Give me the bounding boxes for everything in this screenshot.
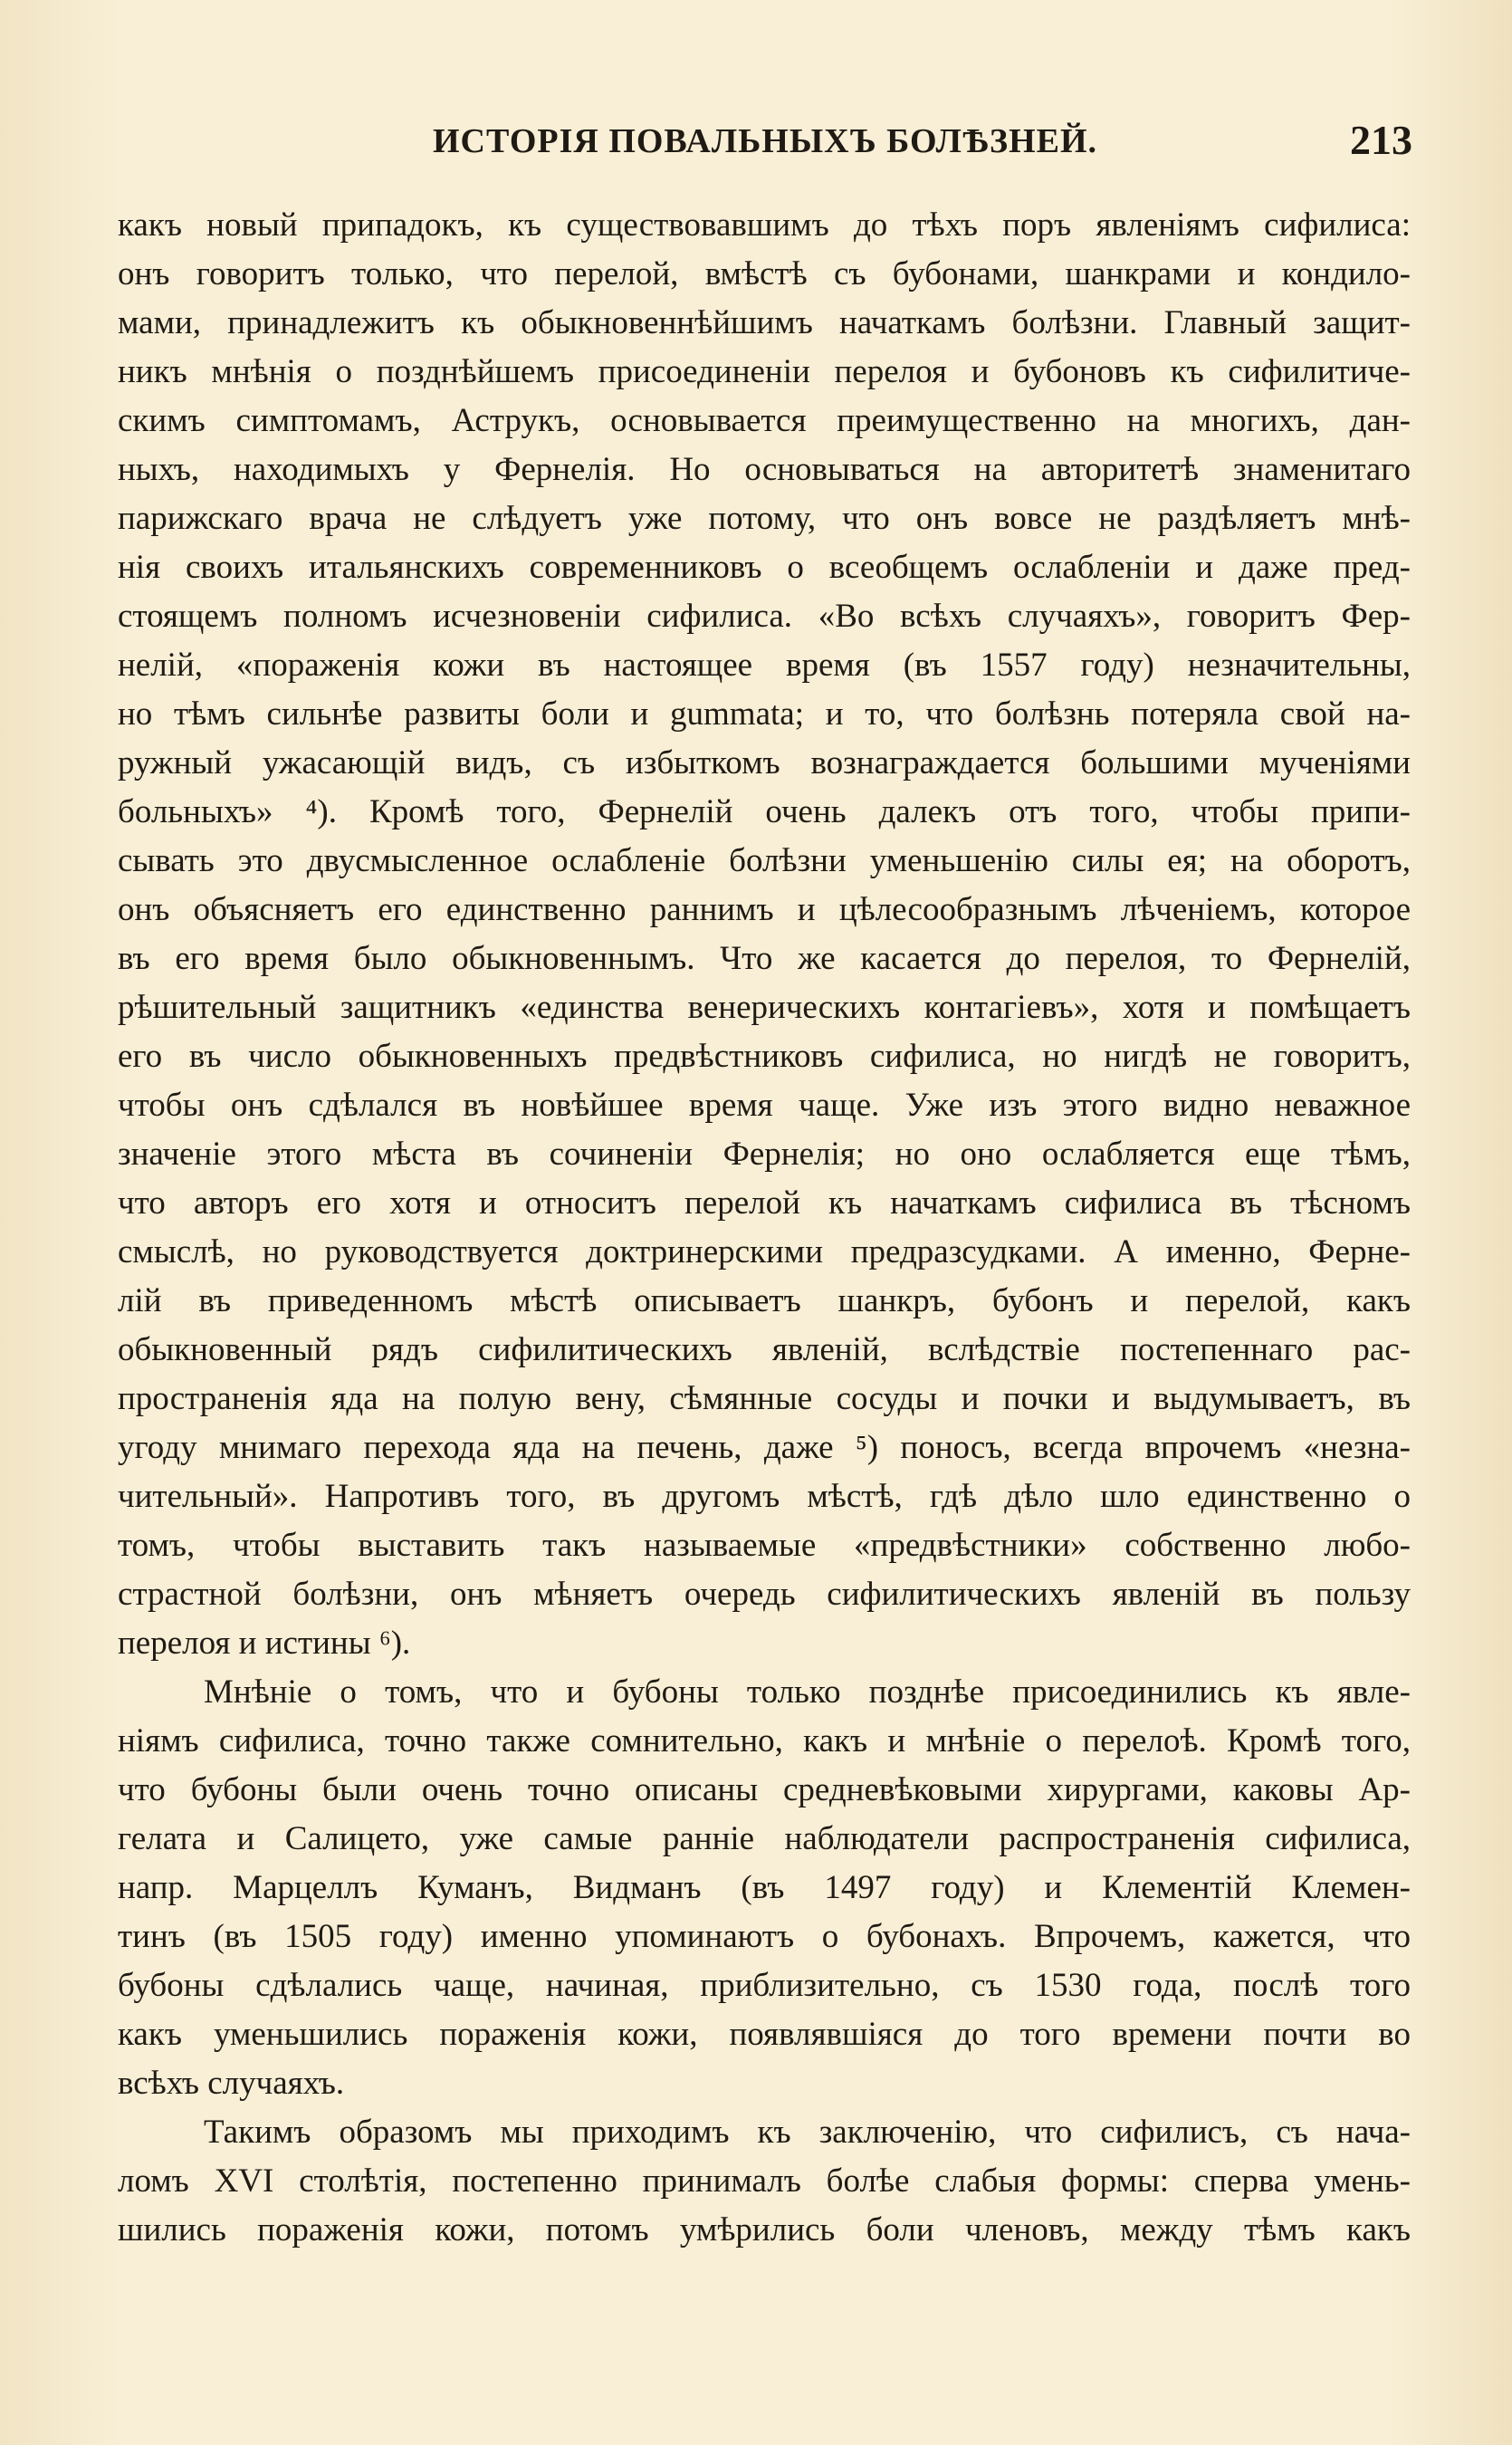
text-line: ружный ужасающій видъ, съ избыткомъ вознаграждается большими мученіями	[118, 744, 1411, 781]
text-line: томъ, чтобы выставить такъ называемые «предвѣстники» собственно любо-	[118, 1527, 1411, 1564]
text-line: нелій, «пораженія кожи въ настоящее время (въ 1557 году) незначительны,	[118, 647, 1411, 684]
text-line: сывать это двусмысленное ослабленіе болѣзни уменьшенію силы ея; на оборотъ,	[118, 842, 1411, 879]
text-line: перелоя и истины ⁶).	[118, 1625, 411, 1662]
text-line: тинъ (въ 1505 году) именно упоминаютъ о бубонахъ. Впрочемъ, кажется, что	[118, 1918, 1411, 1955]
text-line: скимъ симптомамъ, Аструкъ, основывается преимущественно на многихъ, дан-	[118, 402, 1411, 439]
text-line: мами, принадлежитъ къ обыкновеннѣйшимъ начаткамъ болѣзни. Главный защит-	[118, 304, 1411, 341]
text-line: онъ говоритъ только, что перелой, вмѣстѣ съ бубонами, шанкрами и кондило-	[118, 255, 1411, 292]
text-line: какъ уменьшились пораженія кожи, появлявшіяся до того времени почти во	[118, 2016, 1411, 2053]
text-line: нія своихъ итальянскихъ современниковъ о всеобщемъ ослабленіи и даже пред-	[118, 549, 1411, 586]
text-line: парижскаго врача не слѣдуетъ уже потому, что онъ вовсе не раздѣляетъ мнѣ-	[118, 500, 1411, 537]
text-line: Мнѣніе о томъ, что и бубоны только позднѣе присоединились къ явле-	[204, 1673, 1411, 1711]
text-line: какъ новый припадокъ, къ существовавшимъ до тѣхъ поръ явленіямъ сифилиса:	[118, 206, 1411, 244]
text-line: напр. Марцеллъ Куманъ, Видманъ (въ 1497 году) и Клементій Клемен-	[118, 1869, 1411, 1906]
text-line: что авторъ его хотя и относитъ перелой къ начаткамъ сифилиса въ тѣсномъ	[118, 1184, 1411, 1222]
text-line: ныхъ, находимыхъ у Фернелія. Но основываться на авторитетѣ знаменитаго	[118, 451, 1411, 488]
text-line: больныхъ» ⁴). Кромѣ того, Фернелій очень далекъ отъ того, чтобы припи-	[118, 793, 1411, 830]
text-line: что бубоны были очень точно описаны средневѣковыми хирургами, каковы Ар-	[118, 1771, 1411, 1808]
text-line: смыслѣ, но руководствуется доктринерскими предразсудками. А именно, Ферне-	[118, 1233, 1411, 1270]
body-text	[118, 201, 1411, 2255]
page-header	[118, 116, 1412, 170]
text-line: гелата и Салицето, уже самые ранніе наблюдатели распространенія сифилиса,	[118, 1820, 1411, 1857]
text-line: обыкновенный рядъ сифилитическихъ явленій, вслѣдствіе постепеннаго рас-	[118, 1331, 1411, 1368]
text-line: всѣхъ случаяхъ.	[118, 2065, 345, 2102]
text-line: значеніе этого мѣста въ сочиненіи Фернелія; но оно ослабляется еще тѣмъ,	[118, 1136, 1411, 1173]
text-line: стоящемъ полномъ исчезновеніи сифилиса. «Во всѣхъ случаяхъ», говоритъ Фер-	[118, 598, 1411, 635]
text-line: онъ объясняетъ его единственно раннимъ и цѣлесообразнымъ лѣченіемъ, которое	[118, 891, 1411, 928]
text-line: Такимъ образомъ мы приходимъ къ заключенію, что сифилисъ, съ нача-	[204, 2114, 1411, 2151]
text-line: бубоны сдѣлались чаще, начиная, приблизительно, съ 1530 года, послѣ того	[118, 1967, 1411, 2004]
text-line: рѣшительный защитникъ «единства венерическихъ контагіевъ», хотя и помѣщаетъ	[118, 989, 1411, 1026]
text-line: въ его время было обыкновеннымъ. Что же касается до перелоя, то Фернелій,	[118, 940, 1411, 977]
running-head: ИСТОРІЯ ПОВАЛЬНЫХЪ БОЛѢЗНЕЙ.	[432, 122, 1098, 160]
text-line: лій въ приведенномъ мѣстѣ описываетъ шанкръ, бубонъ и перелой, какъ	[118, 1282, 1411, 1319]
page-number: 213	[1350, 117, 1412, 163]
text-line: никъ мнѣнія о позднѣйшемъ присоединеніи перелоя и бубоновъ къ сифилитиче-	[118, 353, 1411, 390]
text-line: чительный». Напротивъ того, въ другомъ мѣстѣ, гдѣ дѣло шло единственно о	[118, 1478, 1411, 1515]
text-line: но тѣмъ сильнѣе развиты боли и gummata; и то, что болѣзнь потеряла свой на-	[118, 695, 1411, 733]
text-line: шились пораженія кожи, потомъ умѣрились боли членовъ, между тѣмъ какъ	[118, 2211, 1411, 2248]
text-line: ніямъ сифилиса, точно также сомнительно, какъ и мнѣніе о перелоѣ. Кромѣ того,	[118, 1722, 1411, 1759]
text-line: страстной болѣзни, онъ мѣняетъ очередь сифилитическихъ явленій въ пользу	[118, 1576, 1411, 1613]
text-line: его въ число обыкновенныхъ предвѣстниковъ сифилиса, но нигдѣ не говоритъ,	[118, 1038, 1411, 1075]
text-line: пространенія яда на полую вену, сѣмянные сосуды и почки и выдумываетъ, въ	[118, 1380, 1411, 1417]
text-line: ломъ XVI столѣтія, постепенно принималъ болѣе слабыя формы: сперва умень-	[118, 2162, 1411, 2200]
text-line: угоду мнимаго перехода яда на печень, даже ⁵) поносъ, всегда впрочемъ «незна-	[118, 1429, 1411, 1466]
text-line: чтобы онъ сдѣлался въ новѣйшее время чаще. Уже изъ этого видно неважное	[118, 1087, 1411, 1124]
